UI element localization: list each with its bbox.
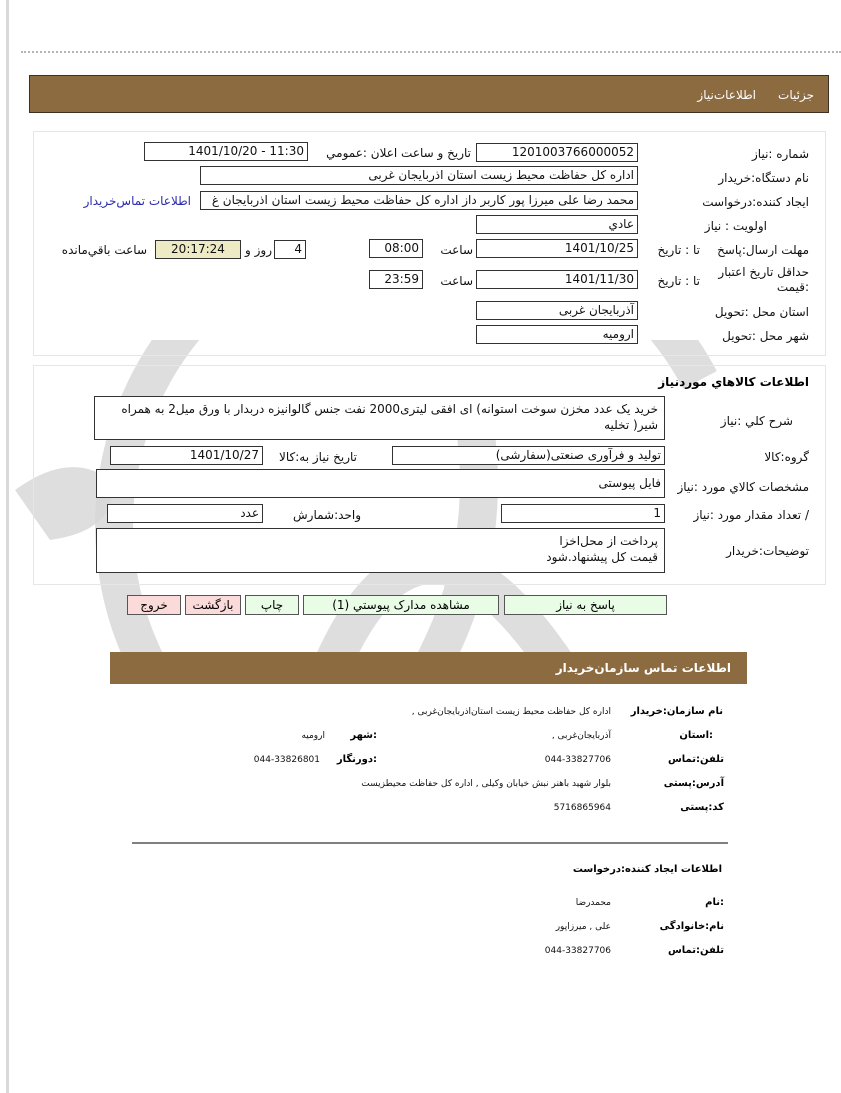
goods-group-label: گروه:کالا (764, 450, 809, 464)
deadline-date-field: 1401/10/25 (476, 239, 638, 258)
fax-value: 044-33826801 (253, 755, 320, 765)
goods-specs-field (96, 469, 665, 498)
creator-family-label: نام:خانوادگی (659, 921, 724, 932)
unit-label: واحد:شمارش (293, 508, 361, 522)
phone-value: 044-33827706 (544, 755, 611, 765)
goods-specs-label: مشخصات کالاي مورد :نیاز (677, 480, 809, 494)
buyer-contact-header (110, 652, 747, 684)
attachment-link[interactable]: فایل پیوستی (598, 476, 661, 490)
fax-label: :دورنگار (336, 754, 377, 765)
page-left-border (6, 0, 9, 1093)
validity-to-date-label: تا : تاریخ (657, 274, 700, 288)
creator-name-value: محمدرضا (575, 898, 611, 908)
respond-button[interactable]: پاسخ به نیاز (504, 595, 667, 615)
buyer-org-field: اداره کل حفاظت محیط زیست استان اذربایجان غربی (200, 166, 638, 185)
exit-button[interactable]: خروج (127, 595, 181, 615)
city-label: شهر محل :تحویل (722, 329, 809, 343)
buyer-org-label: نام دستگاه:خریدار (718, 171, 809, 185)
validity-label-2: :قیمت (776, 280, 809, 294)
remaining-time-field: 20:17:24 (155, 240, 241, 259)
postal-label: کد:پستی (680, 802, 724, 813)
need-info-panel (33, 131, 826, 356)
deadline-time-label: ساعت (440, 243, 473, 257)
unit-field: عدد (107, 504, 263, 523)
goods-desc-label: شرح کلي :نیاز (720, 414, 793, 428)
qty-label: / تعداد مقدار مورد :نیاز (693, 508, 809, 522)
creator-name-label: :نام (705, 897, 724, 908)
deadline-to-date-label: تا : تاریخ (657, 243, 700, 257)
print-button[interactable]: چاپ (245, 595, 299, 615)
creator-family-value: علی , میرزاپور (555, 922, 611, 932)
contact-city-label: :شهر (350, 730, 377, 741)
remaining-label: ساعت باقي‌مانده (61, 243, 147, 257)
city-field: ارومیه (476, 325, 638, 344)
buyer-contact-link[interactable]: اطلاعات تماس‌خریدار (83, 194, 191, 208)
creator-phone-value: 044-33827706 (544, 946, 611, 956)
qty-field: 1 (501, 504, 665, 523)
need-date-label: تاریخ نیاز به:کالا (279, 450, 357, 464)
validity-date-field: 1401/11/30 (476, 270, 638, 289)
creator-contact-title: اطلاعات ایجاد کننده:درخواست (572, 864, 722, 875)
need-number-field: 1201003766000052 (476, 143, 638, 162)
validity-label-1: حداقل تاریخ اعتبار (718, 265, 809, 279)
deadline-time-field: 08:00 (369, 239, 423, 258)
announce-label: تاریخ و ساعت اعلان :عمومي (326, 146, 471, 160)
tab-need-info[interactable]: اطلاعات‌نیاز (697, 88, 756, 102)
address-value: بلوار شهید باهنر نبش خیابان وکیلی , اداره کل حفاظت محیطزیست (361, 779, 611, 789)
priority-field: عادي (476, 215, 638, 234)
back-button[interactable]: بازگشت (185, 595, 241, 615)
province-field: آذربایجان غربی (476, 301, 638, 320)
section-divider (132, 842, 728, 844)
announce-datetime-field: 1401/10/20 - 11:30 (144, 142, 308, 161)
phone-label: تلفن:تماس (667, 754, 724, 765)
days-and-label: روز و (245, 243, 272, 257)
creator-phone-label: تلفن:تماس (667, 945, 724, 956)
address-label: آدرس:پستی (663, 778, 724, 789)
buyer-notes-field (96, 528, 665, 573)
buyer-contact-title: اطلاعات تماس سازمان‌خریدار (555, 661, 731, 675)
priority-label: اولویت : نیاز (704, 219, 767, 233)
contact-province-label: :استان (679, 730, 713, 741)
creator-label: ایجاد کننده:درخواست (702, 195, 809, 209)
contact-province-value: آذربایجان‌غربی , (551, 731, 611, 741)
creator-field: محمد رضا علی میرزا پور کاربر داز اداره کل حفاظت محیط زیست استان اذربایجان غ (200, 191, 638, 210)
validity-time-field: 23:59 (369, 270, 423, 289)
tab-details[interactable]: جزئیات (778, 88, 814, 102)
org-label: نام سازمان:خریدار (630, 706, 723, 717)
buyer-notes-line-2: قیمت کل پیشنهاد.شود (546, 550, 658, 564)
page-header-bar (29, 75, 829, 113)
postal-value: 5716865964 (553, 803, 611, 813)
top-divider (21, 51, 841, 53)
goods-section-title: اطلاعات کالاهاي موردنیاز (658, 375, 809, 389)
view-attachments-button[interactable]: مشاهده مدارک پیوستي (1) (303, 595, 499, 615)
goods-group-field: تولید و فرآوری صنعتی(سفارشی) (392, 446, 665, 465)
deadline-label: مهلت ارسال:پاسخ (717, 243, 809, 257)
buyer-notes-label: توضیحات:خریدار (726, 544, 809, 558)
province-label: استان محل :تحویل (714, 305, 809, 319)
org-value: اداره کل حفاظت محیط زیست استان‌اذربایجان‌غربی , (411, 707, 611, 717)
remaining-days-field: 4 (274, 240, 306, 259)
validity-time-label: ساعت (440, 274, 473, 288)
goods-desc-field: خرید یک عدد مخزن سوخت استوانه) ای افقی لیتری2000 نفت جنس گالوانیزه دربدار با ورق میل2 به همراه شیر( تخلیه (94, 396, 665, 440)
need-number-label: شماره :نیاز (752, 147, 809, 161)
contact-city-value: ارومیه (301, 731, 325, 741)
need-date-field: 1401/10/27 (110, 446, 263, 465)
buyer-notes-line-1: پرداخت از محل‌اخزا (559, 534, 658, 548)
